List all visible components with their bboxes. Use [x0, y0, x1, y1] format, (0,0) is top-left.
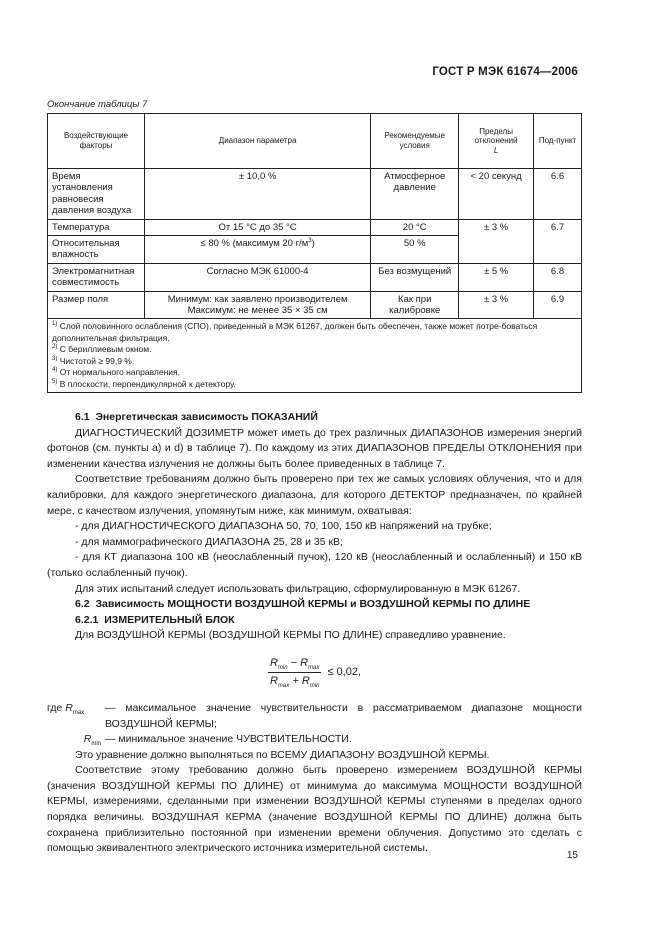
paragraph: Для ВОЗДУШНОЙ КЕРМЫ (ВОЗДУШНОЙ КЕРМЫ ПО ДЛИНЕ) справедливо уравнение. [75, 629, 506, 642]
row-factor: Электромагнитная совместимость [48, 263, 145, 291]
header-factors: Воздействующие факторы [48, 114, 145, 169]
row-subclause: 6.7 [534, 219, 582, 263]
table-footnotes-row [48, 319, 582, 393]
table-header-row [48, 114, 582, 169]
section-6-2-heading: 6.2 Зависимость МОЩНОСТИ ВОЗДУШНОЙ КЕРМЫ и ВОЗДУШНОЙ КЕРМЫ ПО ДЛИНЕ [75, 598, 531, 611]
header-limits-label: Пределы отклонений [474, 126, 518, 146]
header-range: Диапазон параметра [144, 114, 370, 169]
row-limits: < 20 секунд [459, 169, 534, 220]
section-6-2-1-heading: 6.2.1 ИЗМЕРИТЕЛЬНЫЙ БЛОК [75, 613, 235, 626]
row-range-end: ) [311, 237, 315, 249]
row-factor: Время установления равновесия давления воздуха [48, 169, 145, 220]
footnote: $^{2)}$ С бериллиевым окном. [52, 344, 152, 355]
row-subclause: 6.8 [534, 263, 582, 291]
paragraph: Это уравнение должно выполняться по ВСЕМУ ДИАПАЗОНУ ВОЗДУШНОЙ КЕРМЫ. [75, 748, 490, 761]
row-range: От 15 °С до 35 °С [144, 219, 370, 235]
table-row [48, 169, 582, 220]
table-caption: Окончание таблицы 7 [47, 99, 148, 110]
row-range-sup: 3 [308, 237, 312, 244]
row-conditions: 50 % [371, 235, 459, 263]
row-factor: Размер поля [48, 291, 145, 319]
table-row [48, 291, 582, 319]
row-subclause: 6.6 [534, 169, 582, 220]
equation-fraction [268, 656, 321, 690]
paragraph: ДИАГНОСТИЧЕСКИЙ ДОЗИМЕТР может иметь до трех различных ДИАПАЗОНОВ измерения энергий фотонов (см. пункты а) и d) в таблице 7). По каждому из этих ДИАПАЗОНОВ ПРЕДЕЛЫ ОТКЛОНЕНИЯ при изменении качества излучения не должны быть более приведенных в таблице 7. [47, 426, 582, 470]
footnote: $^{4)}$ От нормального направления. [52, 367, 181, 378]
list-item: - для ДИАГНОСТИЧЕСКОГО ДИАПАЗОНА 50, 70, 100, 150 кВ напряжений на трубке; [75, 520, 492, 533]
paragraph: Соответствие требованиям должно быть проверено при тех же самых условиях облучения, что и для калибровки, для каждого энергетического диапазона, для которого ДЕТЕКТОР предназначен, по крайней мере, с качеством излучения, упомянутым ниже, как минимум, охватывая: [47, 473, 582, 517]
equation [47, 653, 582, 693]
footnote: $^{5)}$ В плоскости, перпендикулярной к детектору. [52, 378, 236, 389]
row-conditions: Атмосферное давление [371, 169, 459, 220]
section-6-1-heading: 6.1 Энергетическая зависимость ПОКАЗАНИЙ [75, 411, 318, 423]
row-limits: ± 3 % [459, 219, 534, 263]
table-7 [47, 113, 582, 393]
row-range-text: ≤ 80 % (максимум 20 г/м [200, 237, 309, 249]
equation-rhs: ≤ 0,02, [327, 666, 362, 679]
list-item: - для маммографического ДИАПАЗОНА 25, 28 и 35 кВ; [75, 535, 343, 548]
row-factor: Относительная влажность [48, 235, 145, 263]
row-conditions: 20 °С [371, 219, 459, 235]
definition-rmin [47, 732, 582, 748]
table-row [48, 219, 582, 235]
definition-rmax [47, 701, 582, 732]
row-range-line1: Минимум: как заявлено производителем [167, 293, 348, 305]
row-subclause: 6.9 [534, 291, 582, 319]
list-item: - для КТ диапазона 100 кВ (неослабленный пучок), 120 кВ (неослабленный и ослабленный) и 150 кВ (только ослабленный пучок). [47, 551, 582, 579]
row-range: ± 10,0 % [144, 169, 370, 220]
row-conditions: Как при калибровке [371, 291, 459, 319]
table-row [48, 263, 582, 291]
table-footnotes [48, 319, 582, 393]
standard-designation: ГОСТ Р МЭК 61674—2006 [432, 66, 578, 78]
definition-symbol: $R_{min}$ [83, 733, 101, 748]
row-range [144, 235, 370, 263]
header-limits [459, 114, 534, 169]
footnote: $^{3)}$ Чистотой ≥ 99,9 %. [52, 355, 135, 366]
row-limits: ± 5 % [459, 263, 534, 291]
footnote: $^{1)}$ Слой половинного ослабления (СПО), приведенный в МЭК 61267, должен быть обеспечен, также может потре-боваться дополнительная фильтрация. [52, 321, 538, 343]
paragraph: Для этих испытаний следует использовать фильтрацию, сформулированную в МЭК 61267. [75, 582, 521, 595]
paragraph: Соответствие этому требованию должно быть проверено измерением ВОЗДУШНОЙ КЕРМЫ (значения ВОЗДУШНОЙ КЕРМЫ ПО ДЛИНЕ) от минимума до максимума МОЩНОСТИ ВОЗДУШНОЙ КЕРМЫ, измерениями, сделанными при изменении ВОЗДУШНОЙ КЕРМЫ ступенями в пределах одного порядка величины. ВОЗДУШНАЯ КЕРМА (значение ВОЗДУШНОЙ КЕРМЫ ПО ДЛИНЕ) должна быть сохранена приблизительно постоянной при изменении времени облучения. Допустимо это сделать с помощью эквивалентного электрического источника измерительной системы. [47, 764, 582, 855]
header-subclause: Под-пункт [534, 114, 582, 169]
row-factor: Температура [48, 219, 145, 235]
row-conditions: Без возмущений [371, 263, 459, 291]
row-range-line2: Максимум: не менее 35 × 35 см [187, 304, 328, 316]
page-number: 15 [566, 850, 578, 861]
row-limits: ± 3 % [459, 291, 534, 319]
definition-text: — минимальное значение ЧУВСТВИТЕЛЬНОСТИ. [105, 733, 352, 746]
header-conditions: Рекомендуемые условия [371, 114, 459, 169]
body-text [47, 410, 582, 857]
row-range: Согласно МЭК 61000-4 [144, 263, 370, 291]
equation-numerator: $R_{min} - R_{max}$ [268, 656, 321, 674]
header-limits-symbol: L [493, 145, 499, 155]
definition-symbol: где $R_{max}$ [47, 701, 85, 716]
equation-denominator: $R_{max} + R_{min}$ [269, 675, 320, 690]
row-range [144, 291, 370, 319]
definition-text: — максимальное значение чувствительности в рассматриваемом диапазоне мощности ВОЗДУШНОЙ КЕРМЫ; [105, 701, 582, 730]
